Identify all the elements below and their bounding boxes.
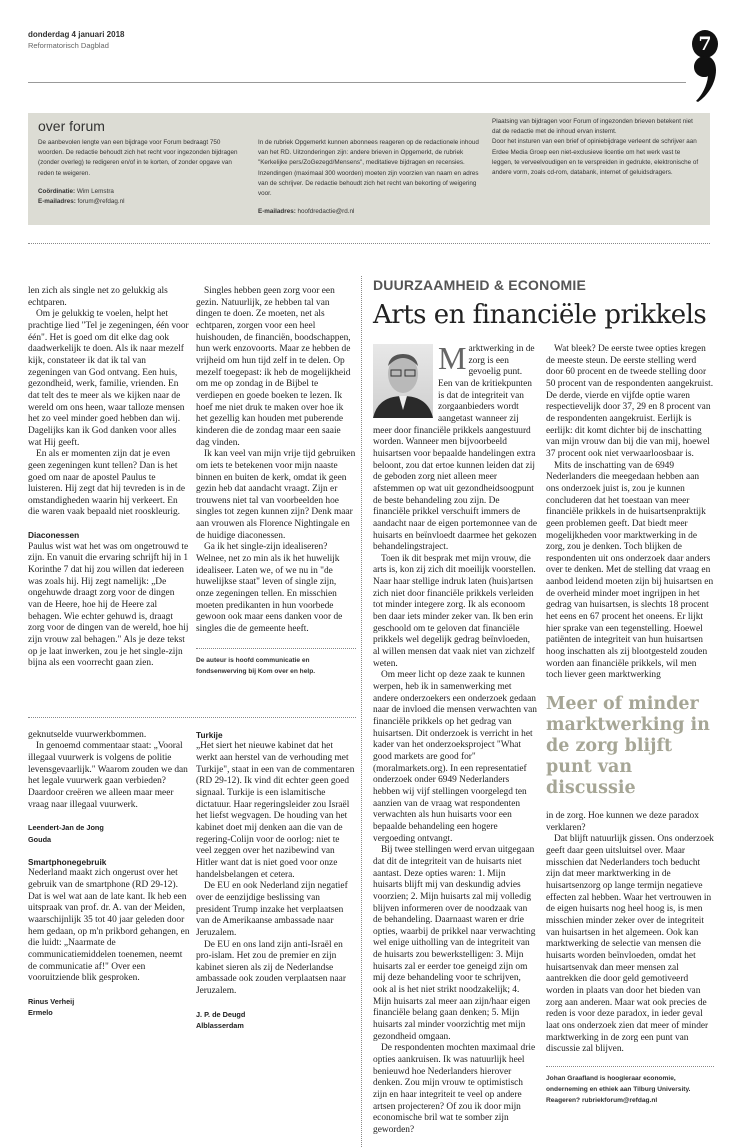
- email-label: E-mailadres:: [38, 198, 76, 206]
- license-text: Door het insturen van een brief of opiniebijdrage verleent de schrijver aan Erdee Media Groep een niet-exclusieve licentie om het werk vast te leggen, te verveelvoudigen en te verspreiden in gedrukte, elektronische of andere vorm, zoals cd-rom, databank, internet of geluidsdragers.: [492, 138, 699, 177]
- letters: [28, 730, 356, 1032]
- lead-paragraph: arktwerking in de zorg is een gevoelig punt. Een van de kritiekpunten is dat de integriteit van zorgaanbieders wordt aangetast wanneer zij meer door financiële prikkels aangestuurd worden. Wanneer men bijvoorbeeld huisartsen voor bepaalde handelingen extra beloont, zou dat ertoe kunnen leiden dat zij de geboden zorg niet alleen meer afstemmen op wat uit gezondheidsoogpunt de beste behandeling zou zijn. De financiële prikkel verschuift immers de aandacht naar de eigen portemonnee van de huisarts en beïnvloedt daarmee het gekozen behandelingstraject.: [373, 344, 537, 553]
- article: [361, 276, 713, 1147]
- author-note: De auteur is hoofd communicatie en fondsenwerving bij Kom over en help.: [196, 656, 316, 675]
- author-note: Johan Graafland is hoogleraar economie, onderneming en ethiek aan Tilburg University.: [546, 1074, 691, 1093]
- opinion-column-1: [28, 286, 190, 677]
- forum-col-length: [38, 117, 246, 217]
- subheading: Diaconessen: [28, 530, 80, 541]
- paragraph: Om je gelukkig te voelen, helpt het prachtige lied "Tel je zegeningen, één voor één". Het is goed om dit elke dag ook daadwerkelijk te doen. Als ik naar mezelf kijk, constateer ik dat ik tal van zegeningen van God ontvang. Een huis, gezondheid, werk, familie, vrienden. En dat telt des te meer als we kijken naar de wereld om ons heen, waar talloze mensen het zo veel minder goed hebben dan wij. Dagelijks kan ik God danken voor alles wat Hij geeft.: [28, 309, 189, 448]
- comma-logo-icon: [694, 56, 716, 102]
- paragraph: En als er momenten zijn dat je even geen zegeningen kunt tellen? Dan is het goed om naar de apostel Paulus te luisteren. Hij zegt dat hij tevreden is in de omstandigheden waarin hij verkeert. En die waren vaak bepaald niet rooskleurig.: [28, 449, 185, 518]
- paragraph: Dat blijft natuurlijk gissen. Ons onderzoek geeft daar geen uitsluitsel over. Maar misschien dat Nederlanders toch beducht zijn dat meer marktwerking in de huisartsenzorg op lange termijn negatieve effecten zal hebben. Waar het vertrouwen in de eigen huisarts nog heel hoog is, is men misschien minder zeker over de integriteit van huisartsen in het algemeen. Ook kan marktwerking de selectie van mensen die huisarts worden beïnvloeden, omdat het huisartsenvak dan meer mensen zal aantrekken die door geld gemotiveerd worden in plaats van door het bieden van zorg aan anderen. Maar wat ook precies de reden is voor deze paradox, in ieder geval laat ons onderzoek zien dat meer of minder marktwerking in de zorg een punt van discussie zal blijven.: [546, 834, 714, 1055]
- paragraph: geknutselde vuurwerkbommen.: [28, 729, 147, 740]
- paragraph: De respondenten mochten maximaal drie opties aankruisen. Ik was natuurlijk heel benieuwd hoe Nederlanders hierover denken. Zou mijn vrouw te optimistisch zijn en haar integriteit te veel op andere artsen projecteren? Of zou ik door mijn economische bril wat te somber zijn geworden?: [373, 1043, 536, 1135]
- paragraph: Ga ik het single-zijn idealiseren? Welnee, net zo min als ik het huwelijk idealiseer. Laten we, of we nu in "de huwelijkse staat" leven of single zijn, onze zegeningen tellen. En misschien moeten predikanten in hun voorbede gewoon ook maar eens danken voor de singles die de gemeente heeft.: [196, 542, 343, 635]
- issue-date: donderdag 4 januari 2018: [28, 30, 125, 39]
- letter-author: Rinus Verheij: [28, 996, 75, 1006]
- paragraph: Mits de inschatting van de 6949 Nederlanders die meegedaan hebben aan ons onderzoek juist is, zou je kunnen concluderen dat het toestaan van meer financiële prikkels in de huisartsenpraktijk geen problemen geeft. Dat biedt meer mogelijkheden voor marktwerking in de zorg, zou je denken. Toch blijken de respondenten uit ons onderzoek daar anders over te denken. Met de stelling dat vraag en aanbod leidend moeten zijn bij huisartsen en de overheid minder moet ingrijpen in het gedrag van huisartsen, is slechts 18 procent het eens en 67 procent het oneens. Er lijkt hier sprake van een tegenstelling. Hoewel patiënten de integriteit van hun huisartsen hoog inschatten als zij blootgesteld zouden worden aan financiële prikkels, wil men toch liever geen marktwerking: [546, 460, 714, 681]
- coordinator-name: Wim Lemstra: [76, 187, 114, 195]
- pull-quote: Meer of minder marktwerking in de zorg blijft punt van discussie: [546, 694, 710, 799]
- letter-place: Gouda: [28, 834, 52, 844]
- letter-place: Ermelo: [28, 1008, 53, 1018]
- article-column-b: [546, 344, 714, 1137]
- over-forum-box: [28, 113, 710, 225]
- newspaper-name: Reformatorisch Dagblad: [28, 41, 109, 50]
- email-label: E-mailadres:: [258, 208, 296, 216]
- paragraph: De EU en ons land zijn anti-Israël en pro-islam. Het zou de premier en zijn kabinet sieren als zij de Nederlandse ambassade ook zouden verplaatsen naar Jeruzalem.: [196, 939, 346, 997]
- page-number: 7: [692, 30, 718, 58]
- hoofdredactie-email-link[interactable]: hoofdredactie@rd.nl: [297, 208, 355, 216]
- coordinator-label: Coördinatie:: [38, 187, 76, 195]
- paragraph: Nederland maakt zich ongerust over het gebruik van de smartphone (RD 29-12). Dat is wel wat aan de late kant. Ik heb een uitspraak van prof. dr. A. van der Meiden, waarschijnlijk 35 tot 40 jaar geleden door hem gedaan, op m'n prikbord gehangen, en die luidt: „Naarmate de communicatiemiddelen toenemen, neemt de communicatie af!" Over een vooruitziende blik gesproken.: [28, 868, 190, 984]
- paragraph: Paulus wist wat het was om ongetrouwd te zijn. En vanuit die ervaring schrijft hij in 1 Korinthe 7 dat hij zou willen dat iedereen was zoals hij. Hij zegt namelijk: „De ongehuwde draagt zorg voor de dingen van de Heere, hoe hij de Heere zal behagen. Wie echter gehuwd is, draagt zorg voor de dingen van de wereld, hoe hij zijn vrouw zal behagen." Als je deze tekst op je laat inwerken, zou je het single-zijn bijna als een voorrecht gaan zien.: [28, 541, 189, 669]
- paragraph: len zich als single net zo gelukkig als echtparen.: [28, 286, 168, 308]
- letter-heading: Turkije: [196, 729, 223, 740]
- letters-column-2: [196, 730, 356, 1032]
- forum-title: over forum: [38, 118, 105, 134]
- reply-label: Reageren?: [546, 1096, 581, 1104]
- letter-author: Leendert-Jan de Jong: [28, 823, 104, 833]
- letter-author: J. P. de Deugd: [196, 1009, 246, 1019]
- opgemerkt-text: In de rubriek Opgemerkt kunnen abonnees reageren op de redactionele inhoud van het RD. Uitzonderingen zijn: andere brieven in Opgemerkt, de rubriek "Kerkelijke pers/ZoGezegd/Mensens", meditatieve bijdragen en recensies. Inzendingen (maximaal 300 woorden) moeten zijn voorzien van naam en adres van de schrijver. De redactie behoudt zich het recht van bekorting of weigering voor.: [258, 139, 479, 198]
- letter-place: Alblasserdam: [196, 1021, 244, 1031]
- divider: [196, 648, 356, 649]
- paragraph: „Het siert het nieuwe kabinet dat het werkt aan herstel van de verhouding met Turkije", staat in een van de commentaren (RD 29-12). Ik vind dit echter geen goed signaal. Turkije is een islamitische dictatuur. Haar regeringsleider zou Israël het liefst wegvagen. De houding van het kabinet doet mij denken aan die van de regering-Colijn voor de oorlog: niet te veel zeggen over het nazibewind van Hitler want dat is niet goed voor onze handelsbelangen et cetera.: [196, 741, 355, 880]
- letters-column-1: [28, 730, 190, 1032]
- paragraph: In genoemd commentaar staat: „Vooral illegaal vuurwerk is volgens de politie levensgevaarlijk." Waarom zouden we dan het legale vuurwerk gaan verbieden? Daardoor creëren we alleen maar meer vraag naar illegaal vuurwerk.: [28, 741, 188, 810]
- paragraph: De EU en ook Nederland zijn negatief over de eenzijdige beslissing van president Trump inzake het verplaatsen van de Amerikaanse ambassade naar Jeruzalem.: [196, 881, 348, 938]
- paragraph: Singles hebben geen zorg voor een gezin. Natuurlijk, ze hebben tal van dingen te doen. Ze moeten, net als echtparen, zorgen voor een heel huishouden, de financiën, boodschappen, hun werk enzovoorts. Maar ze hebben de vrijheid om hun tijd zelf in te delen. Op mezelf toegepast: ik heb de mogelijkheid om me op zondag in de Bijbel te verdiepen en goede boeken te lezen. Ik hoef me niet druk te maken over hoe ik het gezellig kan houden met puberende kinderen die de zondag maar een saaie dag vinden.: [196, 286, 351, 448]
- author-photo: [373, 344, 433, 418]
- paragraph: Om meer licht op deze zaak te kunnen werpen, heb ik in samenwerking met andere onderzoekers een onderzoek gedaan naar de invloed die mensen verwachten van financiële prikkels op het gedrag van huisartsen. Dit onderzoek is verricht in het kader van het onderzoeksproject "What good markets are good for" (moralmarkets.org). In een representatief onderzoek onder 6949 Nederlanders hebben wij vijf stellingen voorgelegd ten aanzien van de vraag wat respondenten verwachten als hun huisarts voor een bepaalde behandeling een hogere vergoeding ontvangt.: [373, 670, 537, 844]
- divider: [546, 1066, 714, 1067]
- paragraph: Bij twee stellingen werd ervan uitgegaan dat dit de integriteit van de huisarts niet aantast. Deze opties waren: 1. Mijn huisarts blijft mij van deskundig advies voorzien; 2. Mijn huisarts zal mij volledig blijven informeren over de noodzaak van de behandeling. Daarnaast waren er drie opties, waarbij de prikkel naar verwachting wel enige uitholling van de integriteit van de huisarts zou bewerkstelligen: 3. Mijn huisarts zal er eerder toe geneigd zijn om mij deze behandeling voor te schrijven, ook al is het niet strikt noodzakelijk; 4. Mijn huisarts zal meer aan zijn/haar eigen financiële belang gaan denken; 5. Mijn huisarts zal minder voorzichtig met mijn gezondheid omgaan.: [373, 845, 536, 1042]
- forum-length-text: De aanbevolen lengte van een bijdrage voor Forum bedraagt 750 woorden. De redactie behoudt zich het recht voor ingezonden bijdragen (zonder overleg) te redigeren en/of in te korten, of zonder opgave van reden te weigeren.: [38, 139, 238, 177]
- article-body: [373, 340, 714, 1137]
- section-divider: [28, 717, 356, 718]
- left-area: [28, 286, 356, 1032]
- section-kicker: DUURZAAMHEID & ECONOMIE: [373, 277, 587, 293]
- article-column-a: [373, 340, 537, 1137]
- drop-cap: M: [438, 340, 467, 376]
- paragraph: Wat bleek? De eerste twee opties kregen de meeste steun. De eerste stelling werd door 60 procent en de tweede stelling door 50 procent van de respondenten aangekruist. De derde, vierde en vijfde optie waren respectievelijk door 37, 29 en 8 procent van de respondenten aangekruist. Eerlijk is eerlijk: dit komt dichter bij de inschatting van mijn vrouw dan bij die van mij, hoewel 37 procent ook niet verwaarloosbaar is.: [546, 344, 714, 459]
- opinion-piece: [28, 286, 356, 677]
- opinion-column-2: [196, 286, 356, 677]
- paragraph: Toen ik dit besprak met mijn vrouw, die arts is, kon zij zich dit moeilijk voorstellen. Naar haar stellige indruk laten (huis)artsen zich niet door financiële prikkels verleiden tot minder integere zorg. Ik als econoom ben daar iets minder zeker van. Ik ben erin geschoold om te geloven dat financiële prikkels wel degelijk gedrag beïnvloeden, al willen mensen dat vaak niet van zichzelf weten.: [373, 553, 536, 669]
- reply-email-link[interactable]: rubriekforum@refdag.nl: [581, 1096, 658, 1104]
- forum-col-opgemerkt: [258, 117, 480, 217]
- placement-text: Plaatsing van bijdragen voor Forum of ingezonden brieven betekent niet dat de redactie met de inhoud ervan instemt.: [492, 118, 693, 136]
- paragraph: Ik kan veel van mijn vrije tijd gebruiken om iets te betekenen voor mijn naaste binnen en buiten de kerk, omdat ik geen gezin heb dat aandacht vraagt. Zijn er trouwens niet tal van voorbeelden hoe singles tot zegen kunnen zijn? Denk maar aan vrouwen als Florence Nightingale en de huidige diaconessen.: [196, 449, 356, 541]
- article-headline: Arts en financiële prikkels: [373, 300, 707, 330]
- forum-col-license: [492, 117, 700, 217]
- paragraph: in de zorg. Hoe kunnen we deze paradox verklaren?: [546, 811, 699, 833]
- section-divider: [28, 243, 710, 244]
- forum-email-link[interactable]: forum@refdag.nl: [77, 198, 125, 206]
- letter-heading: Smartphonegebruik: [28, 856, 107, 867]
- header-rule: [28, 82, 686, 83]
